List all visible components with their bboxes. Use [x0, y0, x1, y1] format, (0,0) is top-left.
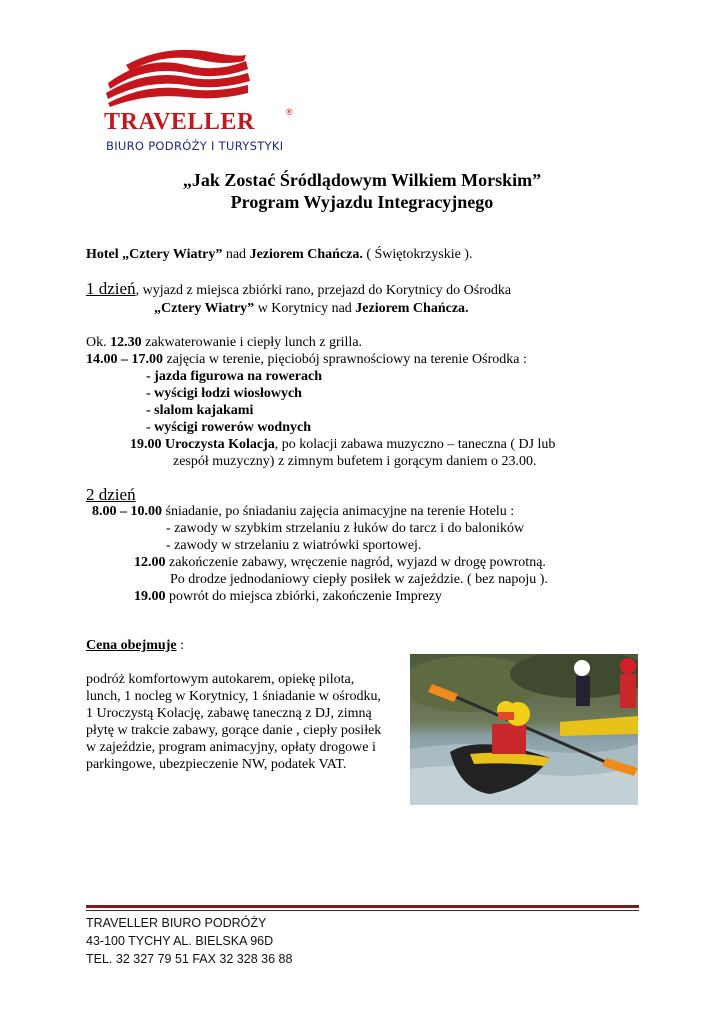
day1-dinner-line2: zespół muzyczny) z zimnym bufetem i gorącym daniem o 23.00.	[173, 454, 537, 469]
hotel-lake: Jeziorem Chańcza.	[249, 247, 363, 262]
breakfast-time: 8.00 – 10.00	[92, 504, 162, 519]
price-line: podróż komfortowym autokarem, opiekę pilota,	[86, 672, 355, 687]
logo-subtitle: BIURO PODRÓŻY I TURYSTYKI	[106, 139, 284, 153]
footer-phone: TEL. 32 327 79 51 FAX 32 328 36 88	[86, 952, 293, 966]
end-time: 12.00	[134, 555, 166, 570]
price-heading: Cena obejmuje	[86, 638, 177, 653]
hotel-name: „Cztery Wiatry”	[122, 247, 223, 262]
day1-hotel-name: „Cztery Wiatry”	[154, 301, 255, 316]
arrival-prefix: Ok.	[86, 335, 111, 350]
day1-intro-mid: w Korytnicy nad	[254, 301, 356, 316]
day2-breakfast	[92, 503, 514, 520]
footer-company: TRAVELLER BIURO PODRÓŻY	[86, 916, 267, 930]
day2-end	[134, 554, 546, 571]
day1-arrival	[86, 334, 362, 351]
price-colon: :	[176, 638, 184, 653]
hotel-mid: nad	[222, 247, 250, 262]
day2-end-line2: Po drodze jednodaniowy ciepły posiłek w zajeździe. ( bez napoju ).	[170, 572, 548, 587]
sun-wave-logo-graphic	[86, 45, 306, 115]
logo-brand-text: TRAVELLER	[104, 109, 255, 135]
day1-activities-line	[86, 351, 527, 368]
hotel-line	[86, 246, 472, 263]
dinner-text: , po kolacji zabawa muzyczno – taneczna ( DJ lub	[274, 437, 556, 452]
page-subtitle: Program Wyjazdu Integracyjnego	[230, 192, 494, 212]
day1-heading: 1 dzień	[86, 279, 136, 298]
return-text: powrót do miejsca zbiórki, zakończenie Imprezy	[165, 589, 442, 604]
day1-lake: Jeziorem Chańcza.	[355, 301, 469, 316]
hotel-region: ( Świętokrzyskie ).	[362, 247, 473, 262]
end-text: zakończenie zabawy, wręczenie nagród, wyjazd w drogę powrotną.	[165, 555, 546, 570]
breakfast-text: śniadanie, po śniadaniu zajęcia animacyjne na terenie Hotelu :	[162, 504, 515, 519]
price-line: płytę w trakcie zabawy, gorące danie , ciepły posiłek	[86, 723, 382, 738]
footer-divider-thin	[86, 910, 639, 911]
activities-time: 14.00 – 17.00	[86, 352, 163, 367]
return-time: 19.00	[134, 589, 166, 604]
price-heading-line	[86, 637, 184, 654]
day1-dinner	[130, 436, 555, 453]
activity-item: - jazda figurowa na rowerach	[146, 369, 323, 384]
arrival-text: zakwaterowanie i ciepły lunch z grilla.	[141, 335, 363, 350]
footer-address: 43-100 TYCHY AL. BIELSKA 96D	[86, 934, 274, 948]
hotel-prefix: Hotel	[86, 247, 123, 262]
day2-item: - zawody w szybkim strzelaniu z łuków do tarcz i do baloników	[166, 521, 525, 536]
price-line: lunch, 1 nocleg w Korytnicy, 1 śniadanie w ośrodku,	[86, 689, 381, 704]
price-line: w zajeździe, program animacyjny, opłaty drogowe i	[86, 740, 376, 755]
activity-item: - wyścigi łodzi wiosłowych	[146, 386, 302, 401]
day1-intro-text: , wyjazd z miejsca zbiórki rano, przejazd do Korytnicy do Ośrodka	[135, 283, 512, 298]
day1-intro-line2	[154, 300, 469, 317]
activity-item: - slalom kajakami	[146, 403, 254, 418]
page-title: „Jak Zostać Śródlądowym Wilkiem Morskim”	[182, 170, 542, 190]
registered-mark: ®	[286, 107, 293, 117]
price-line: 1 Uroczystą Kolację, zabawę taneczną z DJ, zimną	[86, 706, 372, 721]
day2-item: - zawody w strzelaniu z wiatrówki sportowej.	[166, 538, 422, 553]
activities-text: zajęcia w terenie, pięciobój sprawnościowy na terenie Ośrodka :	[163, 352, 527, 367]
company-logo	[86, 45, 306, 167]
kayaking-photo	[410, 654, 638, 805]
day1-intro	[86, 280, 511, 299]
price-line: parkingowe, ubezpieczenie NW, podatek VAT.	[86, 757, 347, 772]
dinner-title: 19.00 Uroczysta Kolacja	[130, 437, 275, 452]
day2-heading: 2 dzień	[86, 485, 136, 504]
activity-item: - wyścigi rowerów wodnych	[146, 420, 312, 435]
footer-divider	[86, 905, 639, 908]
arrival-time: 12.30	[110, 335, 142, 350]
day2-return	[134, 588, 442, 605]
